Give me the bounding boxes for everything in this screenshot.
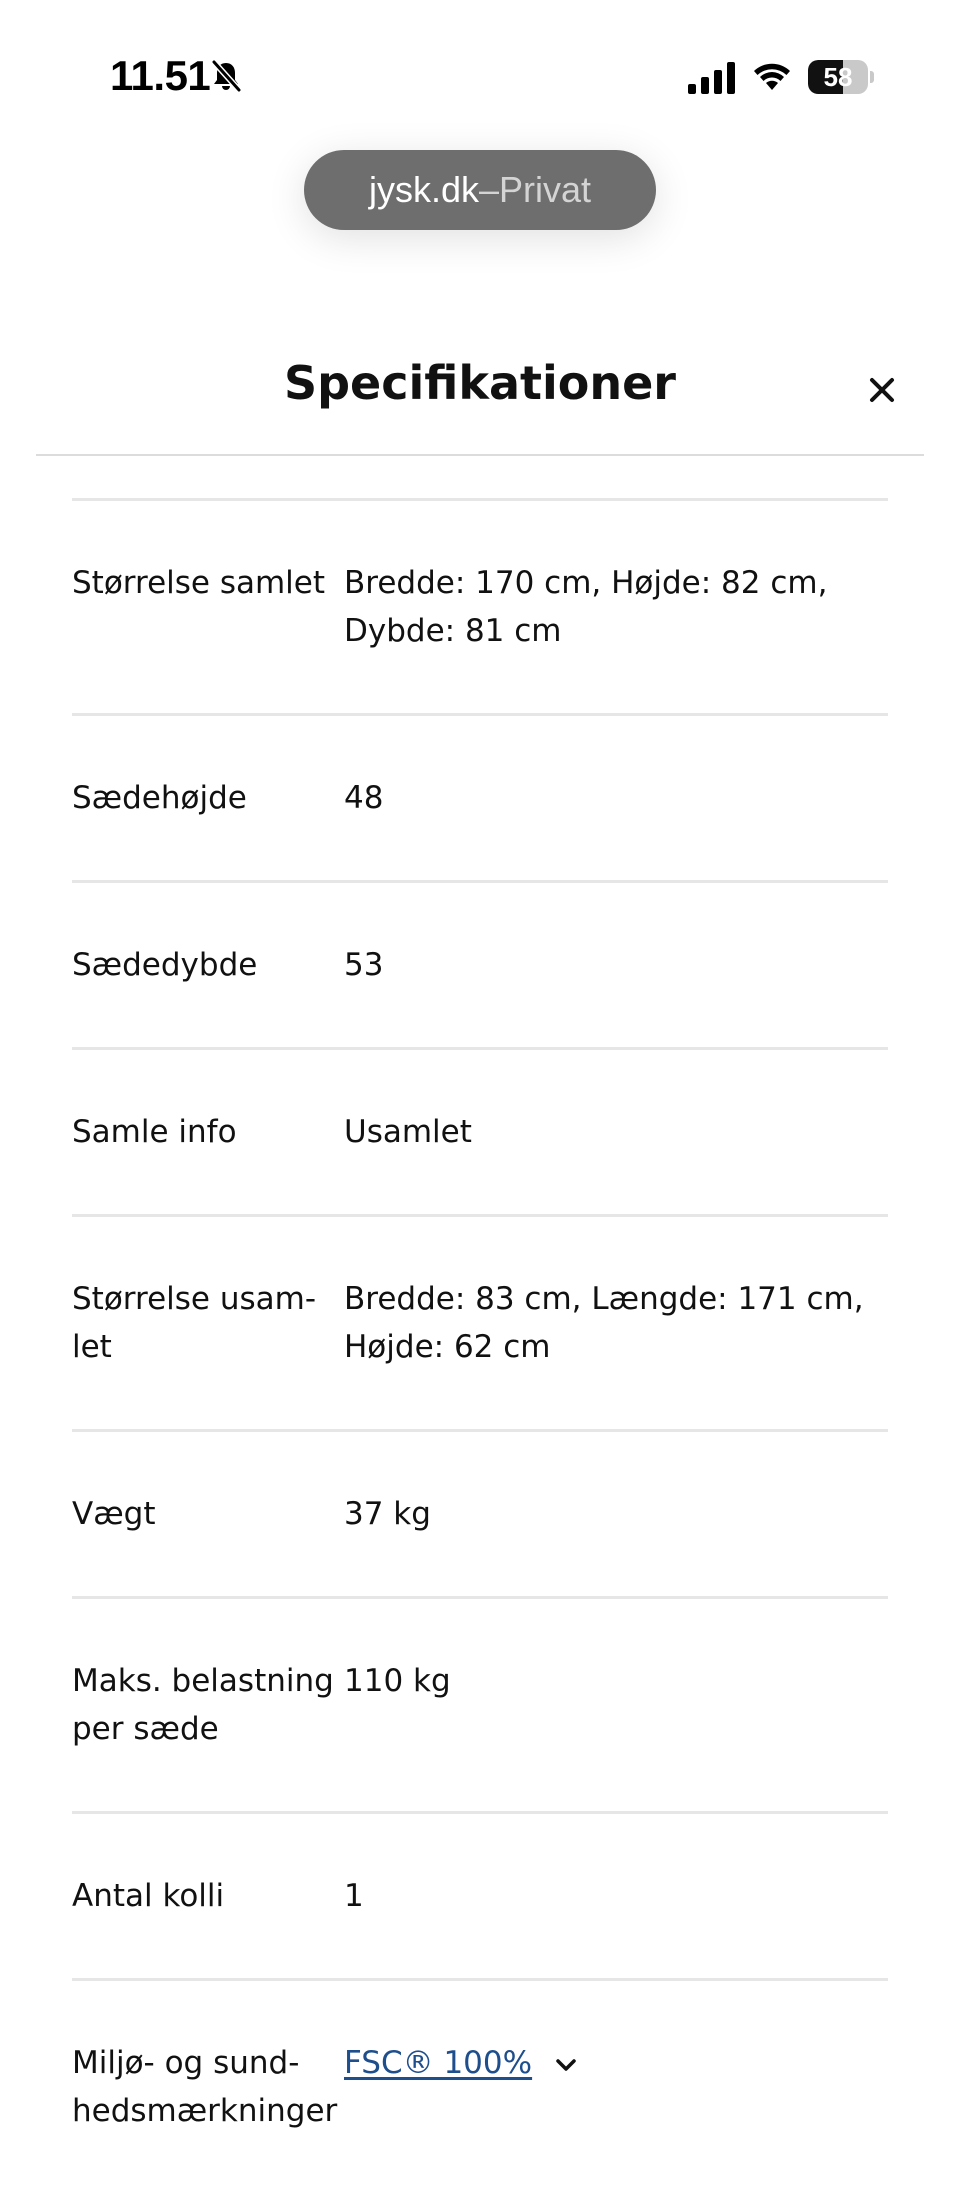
battery-icon (808, 60, 874, 94)
spec-value: Bredde: 170 cm, Højde: 82 cm, Dybde: 81 cm (344, 565, 828, 649)
spec-row (72, 1811, 888, 1978)
spec-label: Sædedybde (72, 947, 258, 983)
spec-row (72, 880, 888, 1047)
status-bar (0, 0, 960, 150)
spec-row (72, 1047, 888, 1214)
cellular-signal-icon (688, 62, 736, 94)
spec-row (72, 1214, 888, 1429)
spec-label: Miljø- og sund-hedsmærkninger (72, 2045, 338, 2129)
panel-title: Specifikationer (283, 356, 676, 410)
url-separator: – (478, 169, 500, 210)
spec-value: 48 (344, 780, 384, 816)
private-mode-label: Privat (499, 169, 592, 210)
spec-label: Størrelse samlet (72, 565, 326, 601)
spec-label: Maks. belastning per sæde (72, 1663, 334, 1747)
battery-percentage: 58 (823, 62, 853, 92)
spec-table (72, 498, 888, 2193)
spec-value: 1 (344, 1878, 364, 1914)
panel-header (36, 330, 924, 456)
spec-row (72, 1429, 888, 1596)
spec-label: Størrelse usam-let (72, 1281, 317, 1365)
spec-value: Bredde: 83 cm, Længde: 171 cm, Højde: 62 cm (344, 1281, 864, 1365)
spec-label: Vægt (72, 1496, 156, 1532)
status-time: 11.51 (110, 52, 211, 99)
fsc-certification-link[interactable]: FSC® 100% (344, 2045, 533, 2081)
spec-row (72, 498, 888, 713)
spec-label: Antal kolli (72, 1878, 225, 1914)
spec-label: Sædehøjde (72, 780, 247, 816)
spec-value (344, 1981, 888, 2145)
spec-row (72, 1596, 888, 1811)
wifi-icon (752, 60, 792, 94)
url-bar[interactable] (304, 150, 656, 230)
spec-value: 53 (344, 947, 384, 983)
spec-value: Usamlet (344, 1114, 472, 1150)
spec-row (72, 713, 888, 880)
close-icon[interactable] (862, 370, 902, 410)
spec-value: 37 kg (344, 1496, 431, 1532)
url-domain: jysk.dk (368, 169, 479, 210)
spec-row (72, 1978, 888, 2193)
spec-value: 110 kg (344, 1663, 451, 1699)
spec-label: Samle info (72, 1114, 237, 1150)
chevron-down-icon[interactable] (552, 2051, 580, 2079)
bell-slash-icon (208, 58, 244, 94)
